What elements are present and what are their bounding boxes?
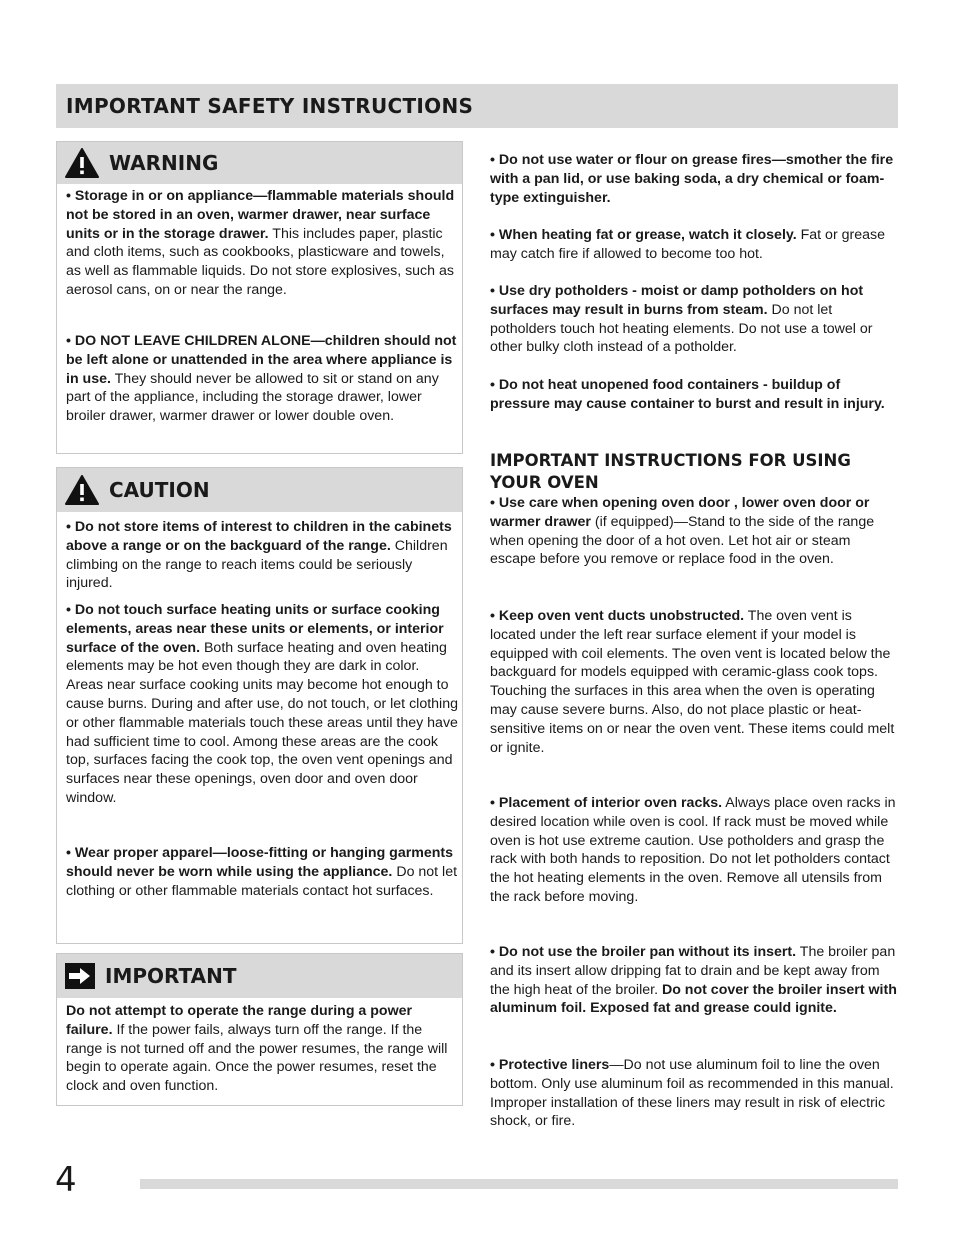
list-item: • Use dry potholders - moist or damp potholders on hot surfaces may result in burns from steam. Do not let potholders touch hot heating elements. Do not use a towel or other bulky cloth instead of a potholder. [490,283,873,356]
caution-label: CAUTION [109,478,210,502]
warning-triangle-icon [65,475,99,505]
list-item: • Keep oven vent ducts unobstructed. The oven vent is located under the left rear surface element if your model is equipped with coil elements. The oven vent is located below the backguard for models equipped with ceramic-glass cook tops. Touching the surfaces in this area when the oven is operating may cause severe burns. Also, do not place plastic or heat-sensitive items on or near the oven vent. These items could melt or ignite. [490,608,895,756]
important-label: IMPORTANT [105,964,237,988]
oven-section-title: IMPORTANT INSTRUCTIONS FOR USING YOUR OVEN [490,451,851,492]
page-title: IMPORTANT SAFETY INSTRUCTIONS [66,94,474,118]
list-item: • Do not use the broiler pan without its insert. The broiler pan and its insert allow dripping fat to drain and be kept away from the high heat of the broiler. Do not cover the broiler insert with aluminum foil. Exposed fat and grease could ignite. [490,944,897,1017]
footer-divider [140,1179,898,1189]
list-item: • Do not store items of interest to children in the cabinets above a range or on the backguard of the range. Children climbing on the range to reach items could be seriously injured. [66,519,452,592]
caution-header [57,468,462,512]
section-header [56,84,898,128]
page-number: 4 [55,1160,77,1200]
warning-header [57,142,462,184]
list-item: • Do not use water or flour on grease fires—smother the fire with a pan lid, or use baking soda, a dry chemical or foam-type extinguisher. [490,152,894,206]
warning-triangle-icon [65,148,99,178]
list-item: • Do not heat unopened food containers - buildup of pressure may cause container to burst and result in injury. [490,377,885,412]
list-item: • Protective liners—Do not use aluminum foil to line the oven bottom. Only use aluminum foil as recommended in this manual. Improper installation of these liners may result in risk of electric shock, or fire. [490,1057,894,1130]
list-item: • Use care when opening oven door , lower oven door or warmer drawer (if equipped)—Stand to the side of the range when opening the door of a hot oven. Let hot air or steam escape before you remove or replace food in the oven. [490,495,875,568]
list-item: • Storage in or on appliance—flammable materials should not be stored in an oven, warmer drawer, near surface units or in the storage drawer. This includes paper, plastic and cloth items, such as cookbooks, plasticware and towels, as well as flammable liquids. Do not store explosives, such as aerosol cans, on or near the range. [66,188,455,298]
list-item: • Placement of interior oven racks. Always place oven racks in desired location while oven is cool. If rack must be moved while oven is hot use extreme caution. Use potholders and grasp the rack with both hands to reposition. Do not let potholders contact the hot heating elements in the oven. Remove all utensils from the rack before moving. [490,795,896,905]
warning-label: WARNING [109,151,219,175]
list-item: • Do not touch surface heating units or surface cooking elements, areas near these units or elements, or interior surface of the oven. Both surface heating and oven heating elements may be hot even though they are dark in color. Areas near surface cooking units may become hot enough to cause burns. During and after use, do not touch, or let clothing or other flammable materials touch these areas until they have had sufficient time to cool. Among these areas are the cook top, surfaces facing the cook top, the oven vent openings and surfaces near these openings, oven door and oven door window. [66,602,458,806]
list-item: • Wear proper apparel—loose-fitting or hanging garments should never be worn while using the appliance. Do not let clothing or other flammable materials contact hot surfaces. [66,845,458,899]
important-header [57,954,462,998]
arrow-right-icon [65,963,95,989]
list-item: • When heating fat or grease, watch it closely. Fat or grease may catch fire if allowed to become too hot. [490,227,885,262]
important-text: Do not attempt to operate the range during a power failure. If the power fails, always turn off the range. If the range is not turned off and the power resumes, the range will begin to operate again. Once the power resumes, reset the clock and oven function. [66,1003,448,1095]
list-item: • DO NOT LEAVE CHILDREN ALONE—children should not be left alone or unattended in the area where appliance is in use. They should never be allowed to sit or stand on any part of the appliance, including the storage drawer, lower broiler drawer, warmer drawer or lower double oven. [66,333,457,425]
